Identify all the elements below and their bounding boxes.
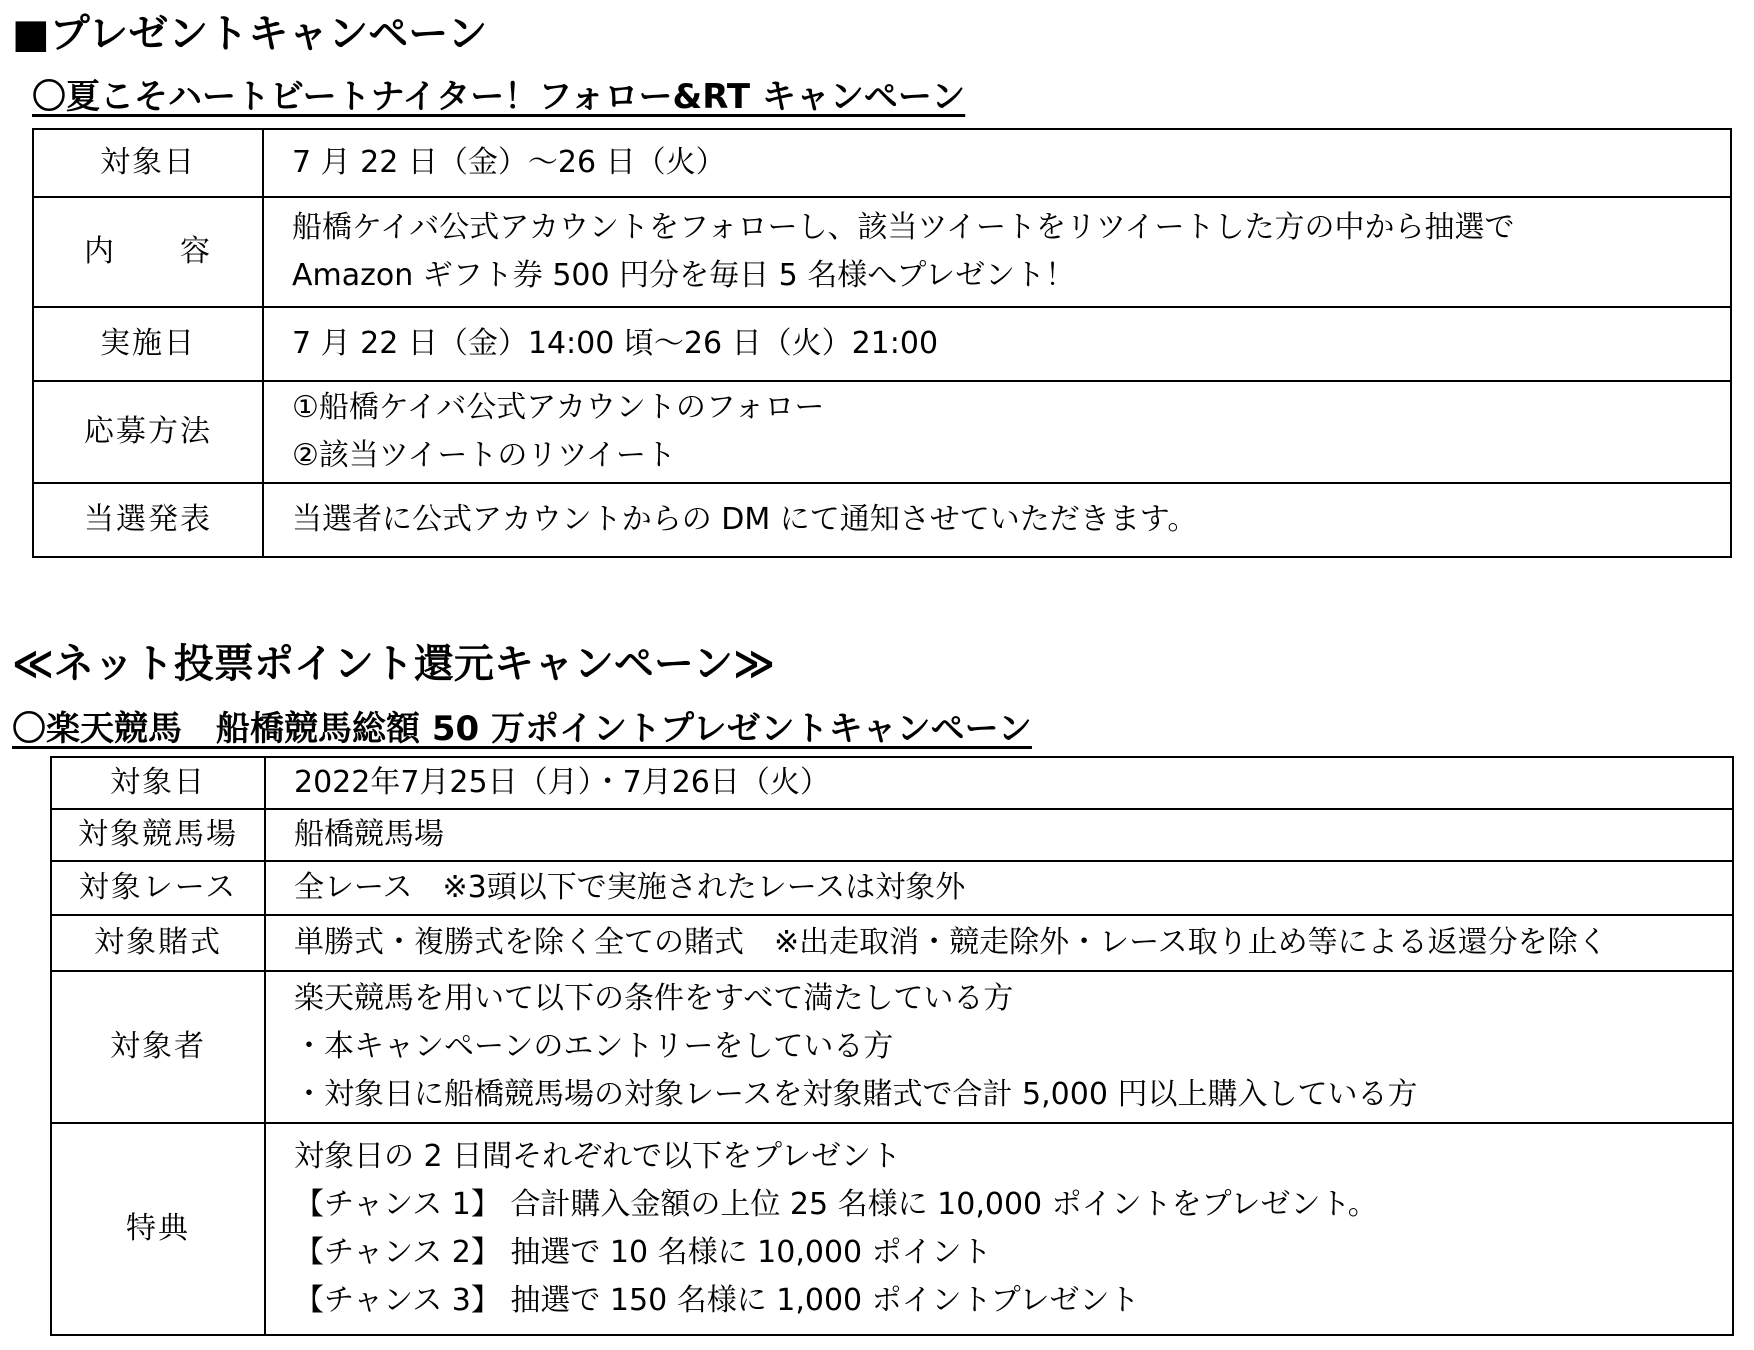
row-value (265, 861, 1733, 915)
row-label: 対象者 (51, 971, 265, 1123)
row-text: 全レース ※3頭以下で実施されたレースは対象外 (294, 870, 966, 905)
row-value (265, 971, 1733, 1123)
table-row (51, 809, 1733, 861)
row-value (265, 915, 1733, 971)
row-text: 【チャンス 3】 抽選で 150 名様に 1,000 ポイントプレゼント (294, 1283, 1140, 1318)
table-row (51, 757, 1733, 809)
row-text: ・本キャンペーンのエントリーをしている方 (294, 1029, 894, 1064)
row-value (263, 129, 1731, 197)
row-label: 対象日 (51, 757, 265, 809)
section1-title: ■プレゼントキャンペーン (12, 11, 488, 57)
row-text: 船橋ケイバ公式アカウントをフォローし、該当ツイートをリツイートした方の中から抽選で (292, 210, 1515, 245)
row-text: 当選者に公式アカウントからの DM にて通知させていただきます。 (292, 502, 1198, 537)
table-row (51, 915, 1733, 971)
row-label: 対象日 (33, 129, 263, 197)
row-label: 実施日 (33, 307, 263, 381)
row-value (263, 381, 1731, 483)
row-value (263, 307, 1731, 381)
section1-subtitle: 〇夏こそハートビートナイター！フォロー&RT キャンペーン (32, 77, 966, 117)
row-text: 対象日の 2 日間それぞれで以下をプレゼント (294, 1139, 901, 1174)
table-row (33, 129, 1731, 197)
row-text: 7 月 22 日（金）～26 日（火） (292, 145, 726, 180)
row-text: ②該当ツイートのリツイート (292, 438, 676, 473)
table-row (33, 483, 1731, 557)
row-value (265, 757, 1733, 809)
row-label: 当選発表 (33, 483, 263, 557)
row-value (265, 1123, 1733, 1335)
row-label: 対象レース (51, 861, 265, 915)
table-row (33, 307, 1731, 381)
table-row (51, 1123, 1733, 1335)
row-text: 【チャンス 1】 合計購入金額の上位 25 名様に 10,000 ポイントをプレゼント。 (294, 1187, 1378, 1222)
row-text: ①船橋ケイバ公式アカウントのフォロー (292, 390, 825, 425)
row-label: 対象賭式 (51, 915, 265, 971)
table-row (51, 861, 1733, 915)
row-text: 7 月 22 日（金）14:00 頃～26 日（火）21:00 (292, 326, 939, 361)
row-text: ・対象日に船橋競馬場の対象レースを対象賭式で合計 5,000 円以上購入している方 (294, 1077, 1418, 1112)
campaign-table-1 (32, 128, 1732, 558)
section2-subtitle: 〇楽天競馬 船橋競馬総額 50 万ポイントプレゼントキャンペーン (12, 709, 1032, 749)
table-row (33, 197, 1731, 307)
row-label: 特典 (51, 1123, 265, 1335)
row-label: 内 容 (33, 197, 263, 307)
row-text: 2022年7月25日（月）・7月26日（火） (294, 765, 830, 800)
row-text: 船橋競馬場 (294, 817, 444, 852)
section2-title: ≪ネット投票ポイント還元キャンペーン≫ (12, 641, 775, 687)
table-row (33, 381, 1731, 483)
row-value (263, 197, 1731, 307)
row-label: 対象競馬場 (51, 809, 265, 861)
row-text: Amazon ギフト券 500 円分を毎日 5 名様へプレゼント！ (292, 258, 1076, 293)
table-row (51, 971, 1733, 1123)
row-text: 【チャンス 2】 抽選で 10 名様に 10,000 ポイント (294, 1235, 992, 1270)
row-value (263, 483, 1731, 557)
row-text: 単勝式・複勝式を除く全ての賭式 ※出走取消・競走除外・レース取り止め等による返還分を除く (294, 925, 1608, 960)
row-value (265, 809, 1733, 861)
campaign-table-2 (50, 756, 1734, 1336)
row-text: 楽天競馬を用いて以下の条件をすべて満たしている方 (294, 981, 1014, 1016)
row-label: 応募方法 (33, 381, 263, 483)
